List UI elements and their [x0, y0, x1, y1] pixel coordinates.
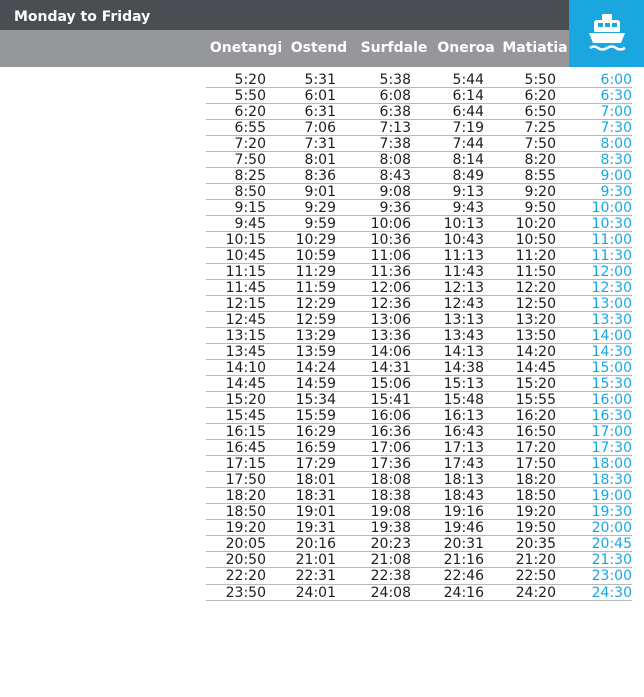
departure-time-cell: 10:20 — [515, 216, 556, 233]
arrival-time-cell: 9:30 — [600, 184, 632, 201]
table-row — [206, 152, 632, 168]
departure-time-cell: 7:31 — [304, 136, 336, 153]
departure-time-cell: 18:43 — [443, 488, 484, 505]
table-row — [206, 536, 632, 552]
column-header-surfdale: Surfdale — [360, 40, 428, 56]
arrival-time-cell: 17:00 — [591, 424, 632, 441]
departure-time-cell: 14:59 — [295, 376, 336, 393]
departure-time-cell: 22:50 — [515, 568, 556, 585]
departure-time-cell: 10:13 — [443, 216, 484, 233]
departure-time-cell: 14:31 — [370, 360, 411, 377]
table-row — [206, 568, 632, 584]
departure-time-cell: 5:44 — [452, 72, 484, 88]
arrival-time-cell: 19:00 — [591, 488, 632, 505]
arrival-time-cell: 11:30 — [591, 248, 632, 265]
departure-time-cell: 19:16 — [443, 504, 484, 521]
departure-time-cell: 5:38 — [379, 72, 411, 88]
departure-time-cell: 9:29 — [304, 200, 336, 217]
departure-time-cell: 18:13 — [443, 472, 484, 489]
departure-time-cell: 15:20 — [225, 392, 266, 409]
arrival-time-cell: 20:45 — [591, 536, 632, 553]
column-header-onetangi: Onetangi — [209, 40, 283, 56]
departure-time-cell: 13:29 — [295, 328, 336, 345]
departure-time-cell: 8:01 — [304, 152, 336, 169]
departure-time-cell: 11:45 — [225, 280, 266, 297]
departure-time-cell: 8:08 — [379, 152, 411, 169]
departure-time-cell: 19:20 — [515, 504, 556, 521]
departure-time-cell: 9:20 — [524, 184, 556, 201]
departure-time-cell: 7:19 — [452, 120, 484, 137]
departure-time-cell: 8:49 — [452, 168, 484, 185]
departure-time-cell: 23:50 — [225, 584, 266, 601]
table-row — [206, 88, 632, 104]
departure-time-cell: 18:08 — [370, 472, 411, 489]
departure-time-cell: 21:16 — [443, 552, 484, 569]
departure-time-cell: 19:50 — [515, 520, 556, 537]
departure-time-cell: 5:50 — [524, 72, 556, 88]
departure-time-cell: 14:06 — [370, 344, 411, 361]
departure-time-cell: 6:08 — [379, 88, 411, 105]
table-row — [206, 456, 632, 472]
departure-time-cell: 11:06 — [370, 248, 411, 265]
departure-time-cell: 12:36 — [370, 296, 411, 313]
departure-time-cell: 18:20 — [515, 472, 556, 489]
table-row — [206, 472, 632, 488]
departure-time-cell: 5:20 — [234, 72, 266, 88]
departure-time-cell: 20:05 — [225, 536, 266, 553]
departure-time-cell: 22:20 — [225, 568, 266, 585]
arrival-time-cell: 10:30 — [591, 216, 632, 233]
departure-time-cell: 16:50 — [515, 424, 556, 441]
departure-time-cell: 6:38 — [379, 104, 411, 121]
departure-time-cell: 10:43 — [443, 232, 484, 249]
arrival-time-cell: 13:30 — [591, 312, 632, 329]
table-row — [206, 424, 632, 440]
arrival-time-cell: 7:30 — [600, 120, 632, 137]
table-row — [206, 376, 632, 392]
table-row — [206, 184, 632, 200]
table-row — [206, 200, 632, 216]
departure-time-cell: 13:20 — [515, 312, 556, 329]
departure-time-cell: 6:20 — [234, 104, 266, 121]
table-row — [206, 360, 632, 376]
departure-time-cell: 11:43 — [443, 264, 484, 281]
departure-time-cell: 15:41 — [370, 392, 411, 409]
departure-time-cell: 17:15 — [225, 456, 266, 473]
departure-time-cell: 7:44 — [452, 136, 484, 153]
arrival-time-cell: 16:30 — [591, 408, 632, 425]
ferry-header — [569, 0, 644, 67]
departure-time-cell: 17:13 — [443, 440, 484, 457]
table-row — [206, 440, 632, 456]
departure-time-cell: 18:31 — [295, 488, 336, 505]
table-row — [206, 248, 632, 264]
departure-time-cell: 24:08 — [370, 584, 411, 601]
departure-time-cell: 21:01 — [295, 552, 336, 569]
arrival-time-cell: 12:30 — [591, 280, 632, 297]
departure-time-cell: 13:15 — [225, 328, 266, 345]
departure-time-cell: 16:43 — [443, 424, 484, 441]
departure-time-cell: 14:24 — [295, 360, 336, 377]
departure-time-cell: 7:50 — [234, 152, 266, 169]
departure-time-cell: 9:08 — [379, 184, 411, 201]
arrival-time-cell: 8:30 — [600, 152, 632, 169]
departure-time-cell: 18:01 — [295, 472, 336, 489]
departure-time-cell: 9:36 — [379, 200, 411, 217]
departure-time-cell: 5:50 — [234, 88, 266, 105]
departure-time-cell: 19:01 — [295, 504, 336, 521]
arrival-time-cell: 21:30 — [591, 552, 632, 569]
departure-time-cell: 11:13 — [443, 248, 484, 265]
departure-time-cell: 15:13 — [443, 376, 484, 393]
departure-time-cell: 11:36 — [370, 264, 411, 281]
table-row — [206, 216, 632, 232]
departure-time-cell: 7:38 — [379, 136, 411, 153]
departure-time-cell: 9:43 — [452, 200, 484, 217]
departure-time-cell: 6:55 — [234, 120, 266, 137]
arrival-time-cell: 15:30 — [591, 376, 632, 393]
departure-time-cell: 15:20 — [515, 376, 556, 393]
departure-time-cell: 7:13 — [379, 120, 411, 137]
departure-time-cell: 10:06 — [370, 216, 411, 233]
arrival-time-cell: 24:30 — [591, 584, 632, 601]
table-row — [206, 392, 632, 408]
departure-time-cell: 22:31 — [295, 568, 336, 585]
arrival-time-cell: 16:00 — [591, 392, 632, 409]
departure-time-cell: 10:15 — [225, 232, 266, 249]
departure-time-cell: 20:23 — [370, 536, 411, 553]
departure-time-cell: 5:31 — [304, 72, 336, 88]
departure-time-cell: 12:29 — [295, 296, 336, 313]
departure-time-cell: 9:01 — [304, 184, 336, 201]
departure-time-cell: 17:06 — [370, 440, 411, 457]
departure-time-cell: 9:13 — [452, 184, 484, 201]
table-row — [206, 312, 632, 328]
table-row — [206, 408, 632, 424]
departure-time-cell: 13:13 — [443, 312, 484, 329]
departure-time-cell: 10:50 — [515, 232, 556, 249]
departure-time-cell: 16:45 — [225, 440, 266, 457]
departure-time-cell: 6:44 — [452, 104, 484, 121]
departure-time-cell: 8:50 — [234, 184, 266, 201]
departure-time-cell: 15:06 — [370, 376, 411, 393]
departure-time-cell: 15:55 — [515, 392, 556, 409]
departure-time-cell: 13:43 — [443, 328, 484, 345]
departure-time-cell: 6:01 — [304, 88, 336, 105]
arrival-time-cell: 10:00 — [591, 200, 632, 217]
departure-time-cell: 8:55 — [524, 168, 556, 185]
departure-time-cell: 14:10 — [225, 360, 266, 377]
departure-time-cell: 6:20 — [524, 88, 556, 105]
departure-time-cell: 12:20 — [515, 280, 556, 297]
arrival-time-cell: 14:00 — [591, 328, 632, 345]
arrival-time-cell: 6:00 — [600, 72, 632, 88]
departure-time-cell: 15:59 — [295, 408, 336, 425]
arrival-time-cell: 11:00 — [591, 232, 632, 249]
departure-time-cell: 7:25 — [524, 120, 556, 137]
departure-time-cell: 7:20 — [234, 136, 266, 153]
departure-time-cell: 19:38 — [370, 520, 411, 537]
departure-time-cell: 13:50 — [515, 328, 556, 345]
arrival-time-cell: 6:30 — [600, 88, 632, 105]
arrival-time-cell: 9:00 — [600, 168, 632, 185]
arrival-time-cell: 7:00 — [600, 104, 632, 121]
departure-time-cell: 16:59 — [295, 440, 336, 457]
departure-time-cell: 22:46 — [443, 568, 484, 585]
arrival-time-cell: 23:00 — [591, 568, 632, 585]
table-row — [206, 136, 632, 152]
departure-time-cell: 21:20 — [515, 552, 556, 569]
table-row — [206, 328, 632, 344]
departure-time-cell: 7:50 — [524, 136, 556, 153]
departure-time-cell: 21:08 — [370, 552, 411, 569]
departure-time-cell: 18:20 — [225, 488, 266, 505]
departure-time-cell: 12:43 — [443, 296, 484, 313]
departure-time-cell: 19:46 — [443, 520, 484, 537]
title-bar — [0, 0, 569, 30]
departure-time-cell: 11:29 — [295, 264, 336, 281]
departure-time-cell: 14:45 — [225, 376, 266, 393]
departure-time-cell: 20:50 — [225, 552, 266, 569]
departure-time-cell: 9:15 — [234, 200, 266, 217]
arrival-time-cell: 15:00 — [591, 360, 632, 377]
departure-time-cell: 13:06 — [370, 312, 411, 329]
departure-time-cell: 24:01 — [295, 584, 336, 601]
arrival-time-cell: 20:00 — [591, 520, 632, 537]
departure-time-cell: 15:34 — [295, 392, 336, 409]
departure-time-cell: 15:48 — [443, 392, 484, 409]
departure-time-cell: 20:16 — [295, 536, 336, 553]
table-row — [206, 552, 632, 568]
table-row — [206, 488, 632, 504]
departure-time-cell: 6:14 — [452, 88, 484, 105]
arrival-time-cell: 19:30 — [591, 504, 632, 521]
departure-time-cell: 8:36 — [304, 168, 336, 185]
departure-time-cell: 17:36 — [370, 456, 411, 473]
departure-time-cell: 13:36 — [370, 328, 411, 345]
table-row — [206, 104, 632, 120]
departure-time-cell: 20:31 — [443, 536, 484, 553]
departure-time-cell: 6:50 — [524, 104, 556, 121]
departure-time-cell: 9:59 — [304, 216, 336, 233]
departure-time-cell: 8:25 — [234, 168, 266, 185]
departure-time-cell: 9:50 — [524, 200, 556, 217]
departure-time-cell: 16:13 — [443, 408, 484, 425]
departure-time-cell: 18:50 — [515, 488, 556, 505]
page-title: Monday to Friday — [14, 9, 151, 25]
departure-time-cell: 13:59 — [295, 344, 336, 361]
departure-time-cell: 14:45 — [515, 360, 556, 377]
departure-time-cell: 17:43 — [443, 456, 484, 473]
table-row — [206, 504, 632, 520]
table-row — [206, 520, 632, 536]
departure-time-cell: 13:45 — [225, 344, 266, 361]
table-row — [206, 296, 632, 312]
departure-time-cell: 18:50 — [225, 504, 266, 521]
column-header-ostend: Ostend — [290, 40, 348, 56]
departure-time-cell: 17:20 — [515, 440, 556, 457]
table-row — [206, 585, 632, 601]
departure-time-cell: 19:08 — [370, 504, 411, 521]
departure-time-cell: 12:59 — [295, 312, 336, 329]
departure-time-cell: 19:31 — [295, 520, 336, 537]
table-row — [206, 168, 632, 184]
column-header-matiatia: Matiatia — [502, 40, 568, 56]
departure-time-cell: 16:15 — [225, 424, 266, 441]
table-row — [206, 120, 632, 136]
departure-time-cell: 22:38 — [370, 568, 411, 585]
table-row — [206, 232, 632, 248]
departure-time-cell: 10:29 — [295, 232, 336, 249]
departure-time-cell: 8:43 — [379, 168, 411, 185]
departure-time-cell: 14:20 — [515, 344, 556, 361]
departure-time-cell: 10:36 — [370, 232, 411, 249]
departure-time-cell: 10:45 — [225, 248, 266, 265]
departure-time-cell: 17:29 — [295, 456, 336, 473]
departure-time-cell: 12:13 — [443, 280, 484, 297]
departure-time-cell: 9:45 — [234, 216, 266, 233]
departure-time-cell: 11:59 — [295, 280, 336, 297]
departure-time-cell: 18:38 — [370, 488, 411, 505]
departure-time-cell: 14:38 — [443, 360, 484, 377]
table-row — [206, 264, 632, 280]
departure-time-cell: 19:20 — [225, 520, 266, 537]
departure-time-cell: 8:20 — [524, 152, 556, 169]
departure-time-cell: 12:15 — [225, 296, 266, 313]
departure-time-cell: 12:50 — [515, 296, 556, 313]
table-row — [206, 344, 632, 360]
arrival-time-cell: 17:30 — [591, 440, 632, 457]
arrival-time-cell: 18:30 — [591, 472, 632, 489]
departure-time-cell: 24:16 — [443, 584, 484, 601]
departure-time-cell: 12:45 — [225, 312, 266, 329]
departure-time-cell: 10:59 — [295, 248, 336, 265]
departure-time-cell: 24:20 — [515, 584, 556, 601]
departure-time-cell: 12:06 — [370, 280, 411, 297]
arrival-time-cell: 14:30 — [591, 344, 632, 361]
departure-time-cell: 20:35 — [515, 536, 556, 553]
arrival-time-cell: 13:00 — [591, 296, 632, 313]
departure-time-cell: 15:45 — [225, 408, 266, 425]
timetable — [206, 72, 632, 601]
departure-time-cell: 17:50 — [225, 472, 266, 489]
departure-time-cell: 8:14 — [452, 152, 484, 169]
departure-time-cell: 14:13 — [443, 344, 484, 361]
departure-time-cell: 16:29 — [295, 424, 336, 441]
departure-time-cell: 16:20 — [515, 408, 556, 425]
departure-time-cell: 6:31 — [304, 104, 336, 121]
departure-time-cell: 11:15 — [225, 264, 266, 281]
departure-time-cell: 7:06 — [304, 120, 336, 137]
departure-time-cell: 16:06 — [370, 408, 411, 425]
departure-time-cell: 11:20 — [515, 248, 556, 265]
table-row — [206, 280, 632, 296]
departure-time-cell: 17:50 — [515, 456, 556, 473]
departure-time-cell: 16:36 — [370, 424, 411, 441]
arrival-time-cell: 8:00 — [600, 136, 632, 153]
column-header-oneroa: Oneroa — [437, 40, 495, 56]
arrival-time-cell: 18:00 — [591, 456, 632, 473]
arrival-time-cell: 12:00 — [591, 264, 632, 281]
table-row — [206, 72, 632, 88]
ferry-icon — [588, 12, 626, 54]
departure-time-cell: 11:50 — [515, 264, 556, 281]
